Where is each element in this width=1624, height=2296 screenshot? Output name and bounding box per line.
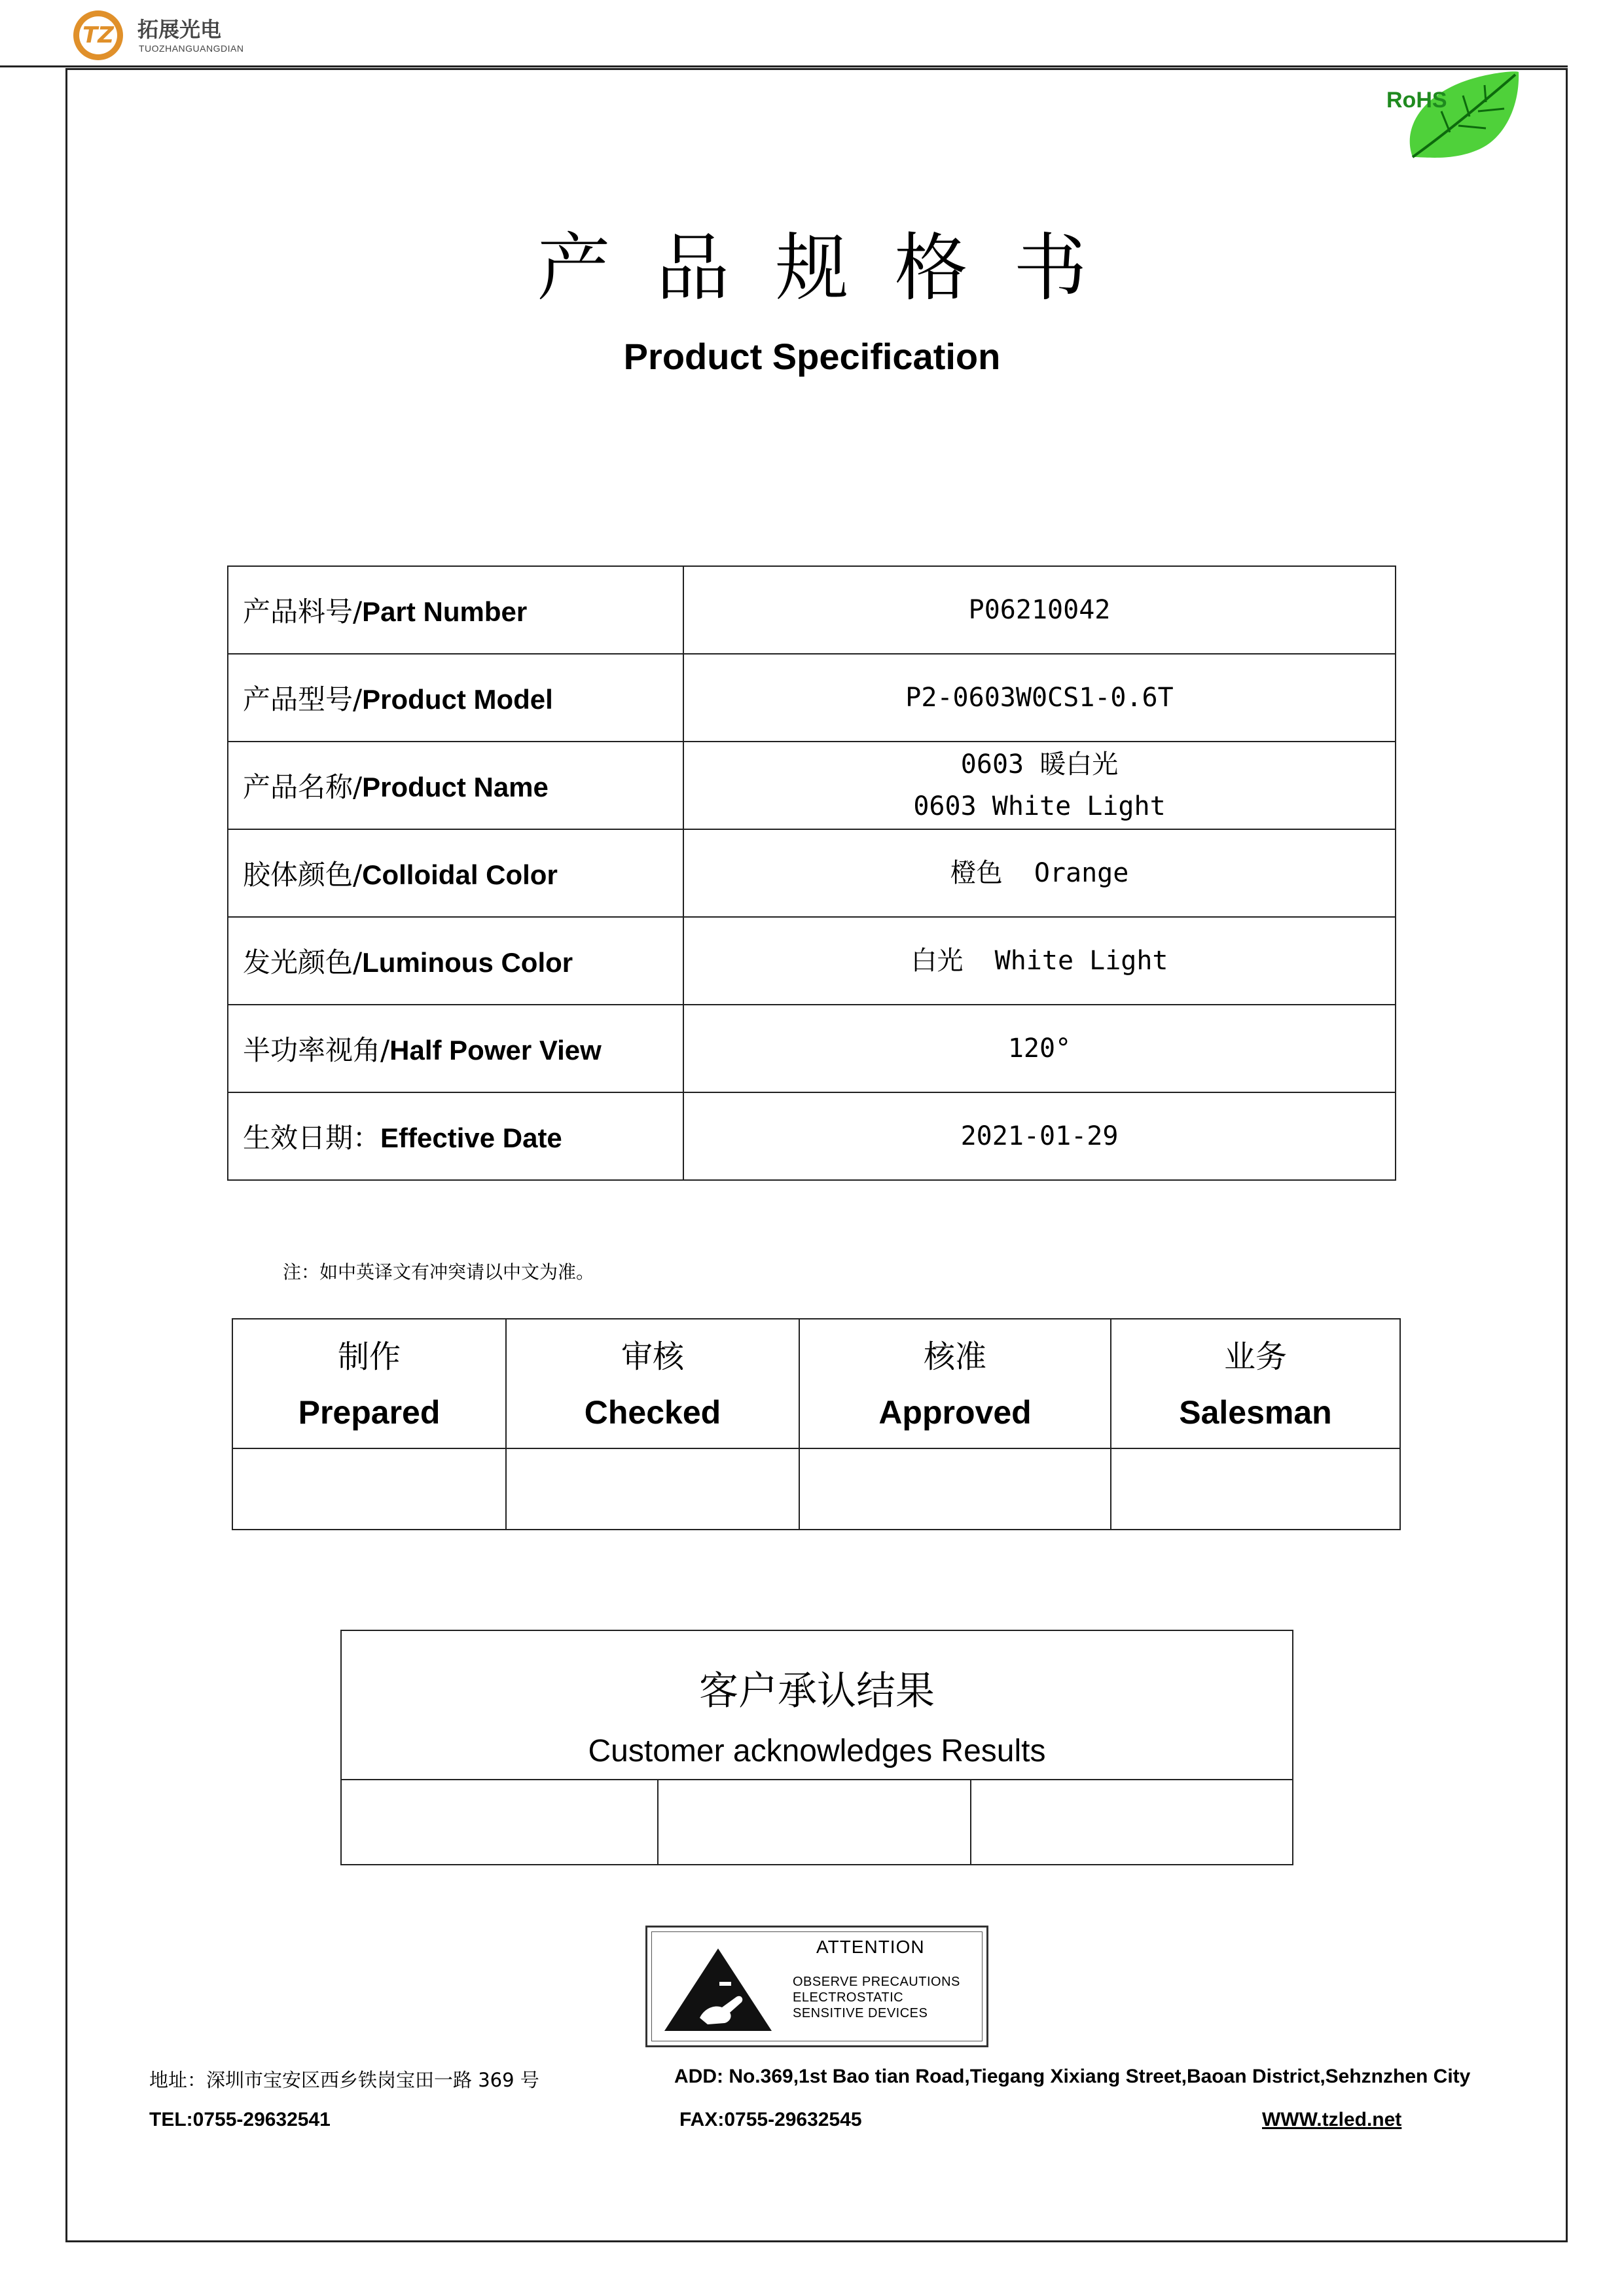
footer-website-link[interactable]: WWW.tzled.net <box>1262 2109 1402 2130</box>
attention-line: OBSERVE PRECAUTIONS <box>793 1975 960 1989</box>
spec-label: 生效日期：Effective Date <box>228 1092 683 1180</box>
signoff-cell-checked <box>506 1448 799 1530</box>
spec-row <box>228 829 1396 917</box>
spec-label: 产品型号/Product Model <box>228 654 683 742</box>
spec-value: 2021-01-29 <box>683 1092 1396 1180</box>
spec-value: P2-0603W0CS1-0.6T <box>683 654 1396 742</box>
attention-line: ELECTROSTATIC <box>793 1990 904 2005</box>
spec-row <box>228 566 1396 654</box>
page-title-cn: 产品规格书 <box>537 226 1133 311</box>
spec-value: P06210042 <box>683 566 1396 654</box>
customer-ack-cell <box>341 1780 658 1865</box>
spec-value: 0603 暖白光 0603 White Light <box>683 742 1396 829</box>
customer-ack-header: 客户承认结果 Customer acknowledges Results <box>341 1630 1293 1780</box>
spec-label: 产品料号/Part Number <box>228 566 683 654</box>
translation-note: 注：如中英译文有冲突请以中文为准。 <box>283 1261 595 1283</box>
footer-address-cn: 地址：深圳市宝安区西乡铁岗宝田一路 369 号 <box>149 2069 539 2091</box>
spec-value: 橙色 Orange <box>683 829 1396 917</box>
customer-ack-table <box>340 1630 1293 1865</box>
rohs-badge <box>1381 65 1525 164</box>
esd-attention-box <box>645 1926 988 2047</box>
leaf-icon <box>1381 65 1525 164</box>
spec-label: 产品名称/Product Name <box>228 742 683 829</box>
spec-value: 120° <box>683 1005 1396 1092</box>
signoff-cell-prepared <box>232 1448 506 1530</box>
page-title-en: Product Specification <box>623 336 1001 377</box>
footer-tel: TEL:0755-29632541 <box>149 2109 331 2130</box>
attention-line: SENSITIVE DEVICES <box>793 2006 928 2020</box>
spec-row <box>228 1092 1396 1180</box>
spec-value: 白光 White Light <box>683 917 1396 1005</box>
company-name-en: TUOZHANGUANGDIAN <box>139 43 244 54</box>
spec-table <box>227 565 1396 1181</box>
logo-mark <box>73 10 123 60</box>
company-logo <box>73 9 270 62</box>
spec-label: 胶体颜色/Colloidal Color <box>228 829 683 917</box>
signoff-table <box>232 1318 1401 1530</box>
rohs-label: RoHS <box>1386 88 1447 113</box>
signoff-header-approved: 核准 Approved <box>799 1319 1111 1448</box>
spec-label: 半功率视角/Half Power View <box>228 1005 683 1092</box>
company-name-cn: 拓展光电 <box>137 17 222 42</box>
footer-fax: FAX:0755-29632545 <box>679 2109 862 2130</box>
spec-label: 发光颜色/Luminous Color <box>228 917 683 1005</box>
logo-mark-letters: TZ <box>82 22 114 48</box>
customer-ack-cell <box>658 1780 971 1865</box>
spec-row <box>228 917 1396 1005</box>
spec-row <box>228 1005 1396 1092</box>
customer-ack-cell <box>971 1780 1293 1865</box>
spec-row <box>228 742 1396 829</box>
signoff-header-prepared: 制作 Prepared <box>232 1319 506 1448</box>
footer-address-en: ADD: No.369,1st Bao tian Road,Tiegang Xixiang Street,Baoan District,Sehznzhen City <box>674 2066 1471 2087</box>
attention-title: ATTENTION <box>816 1937 925 1957</box>
esd-warning-icon <box>659 1945 777 2036</box>
signoff-cell-salesman <box>1111 1448 1400 1530</box>
signoff-header-checked: 审核 Checked <box>506 1319 799 1448</box>
signoff-header-salesman: 业务 Salesman <box>1111 1319 1400 1448</box>
spec-row <box>228 654 1396 742</box>
signoff-cell-approved <box>799 1448 1111 1530</box>
header-divider <box>0 65 1568 67</box>
